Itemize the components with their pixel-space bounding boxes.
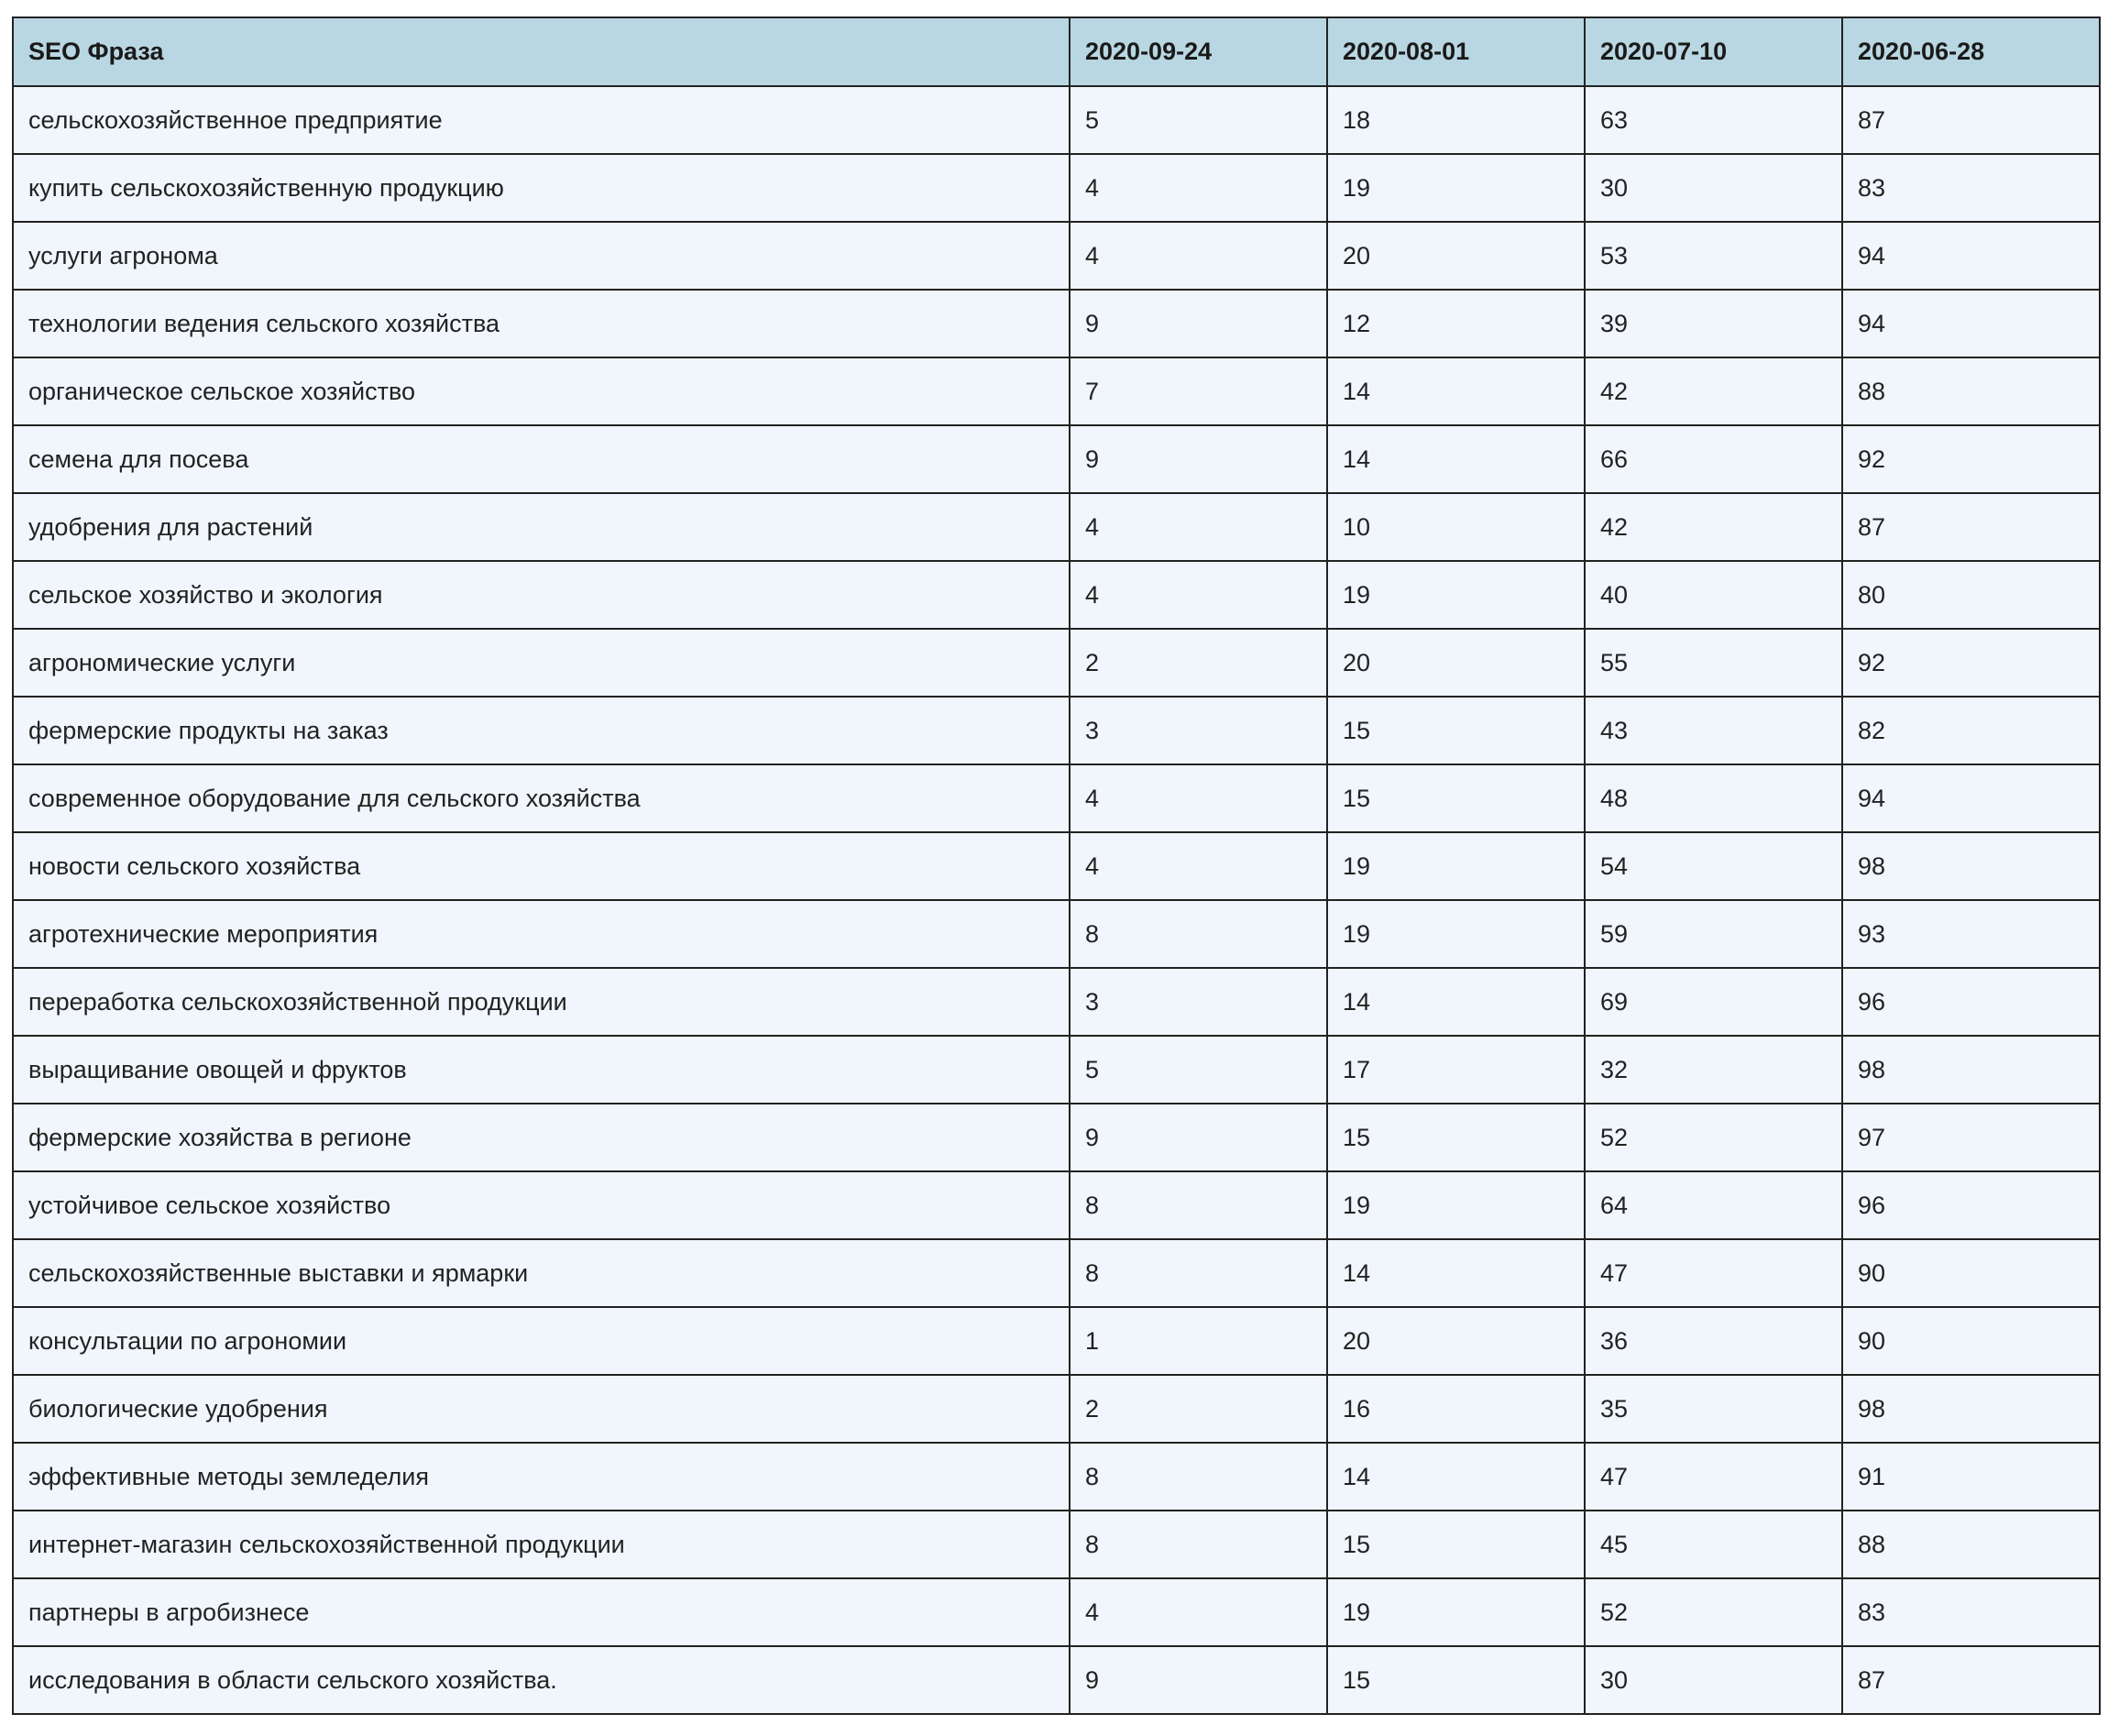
date-2-cell: 14	[1327, 1443, 1585, 1511]
date-3-cell: 52	[1585, 1578, 1842, 1646]
date-1-cell: 9	[1070, 290, 1327, 357]
phrase-cell: фермерские продукты на заказ	[13, 697, 1070, 764]
table-row	[13, 900, 2100, 968]
phrase-cell: сельскохозяйственные выставки и ярмарки	[13, 1239, 1070, 1307]
date-2-cell: 15	[1327, 697, 1585, 764]
date-3-cell: 66	[1585, 425, 1842, 493]
date-1-cell: 9	[1070, 1646, 1327, 1714]
date-2-cell: 15	[1327, 1646, 1585, 1714]
phrase-cell: услуги агронома	[13, 222, 1070, 290]
date-1-cell: 4	[1070, 1578, 1327, 1646]
date-1-cell: 1	[1070, 1307, 1327, 1375]
date-2-cell: 15	[1327, 764, 1585, 832]
table-row	[13, 357, 2100, 425]
date-1-cell: 4	[1070, 154, 1327, 222]
table-row	[13, 832, 2100, 900]
table-row	[13, 154, 2100, 222]
date-4-cell: 96	[1842, 968, 2100, 1036]
date-3-cell: 63	[1585, 86, 1842, 154]
date-1-cell: 9	[1070, 425, 1327, 493]
column-header-date-1[interactable]: 2020-09-24	[1070, 17, 1327, 86]
date-3-cell: 52	[1585, 1104, 1842, 1171]
date-1-cell: 8	[1070, 1171, 1327, 1239]
date-2-cell: 19	[1327, 154, 1585, 222]
date-4-cell: 90	[1842, 1239, 2100, 1307]
date-3-cell: 36	[1585, 1307, 1842, 1375]
date-3-cell: 64	[1585, 1171, 1842, 1239]
phrase-cell: выращивание овощей и фруктов	[13, 1036, 1070, 1104]
phrase-cell: сельскохозяйственное предприятие	[13, 86, 1070, 154]
table-row	[13, 425, 2100, 493]
date-3-cell: 39	[1585, 290, 1842, 357]
phrase-cell: биологические удобрения	[13, 1375, 1070, 1443]
date-4-cell: 82	[1842, 697, 2100, 764]
date-2-cell: 20	[1327, 1307, 1585, 1375]
seo-table-container	[12, 16, 2099, 1715]
date-2-cell: 19	[1327, 900, 1585, 968]
date-3-cell: 35	[1585, 1375, 1842, 1443]
date-4-cell: 83	[1842, 1578, 2100, 1646]
phrase-cell: агротехнические мероприятия	[13, 900, 1070, 968]
date-2-cell: 16	[1327, 1375, 1585, 1443]
date-1-cell: 4	[1070, 832, 1327, 900]
date-1-cell: 3	[1070, 697, 1327, 764]
table-row	[13, 86, 2100, 154]
date-4-cell: 96	[1842, 1171, 2100, 1239]
date-2-cell: 20	[1327, 629, 1585, 697]
date-2-cell: 19	[1327, 561, 1585, 629]
date-4-cell: 92	[1842, 629, 2100, 697]
table-header	[13, 17, 2100, 86]
phrase-cell: органическое сельское хозяйство	[13, 357, 1070, 425]
table-row	[13, 697, 2100, 764]
phrase-cell: консультации по агрономии	[13, 1307, 1070, 1375]
date-1-cell: 8	[1070, 1443, 1327, 1511]
date-4-cell: 88	[1842, 1511, 2100, 1578]
date-1-cell: 4	[1070, 222, 1327, 290]
column-header-phrase[interactable]: SEO Фраза	[13, 17, 1070, 86]
date-4-cell: 87	[1842, 1646, 2100, 1714]
date-2-cell: 14	[1327, 425, 1585, 493]
date-3-cell: 55	[1585, 629, 1842, 697]
date-2-cell: 20	[1327, 222, 1585, 290]
phrase-cell: переработка сельскохозяйственной продукции	[13, 968, 1070, 1036]
table-row	[13, 222, 2100, 290]
date-2-cell: 14	[1327, 357, 1585, 425]
date-3-cell: 54	[1585, 832, 1842, 900]
date-2-cell: 18	[1327, 86, 1585, 154]
date-1-cell: 7	[1070, 357, 1327, 425]
date-1-cell: 4	[1070, 493, 1327, 561]
phrase-cell: исследования в области сельского хозяйства.	[13, 1646, 1070, 1714]
date-4-cell: 91	[1842, 1443, 2100, 1511]
date-1-cell: 4	[1070, 764, 1327, 832]
date-4-cell: 93	[1842, 900, 2100, 968]
phrase-cell: новости сельского хозяйства	[13, 832, 1070, 900]
date-4-cell: 94	[1842, 290, 2100, 357]
date-3-cell: 43	[1585, 697, 1842, 764]
date-3-cell: 32	[1585, 1036, 1842, 1104]
date-2-cell: 15	[1327, 1104, 1585, 1171]
date-3-cell: 59	[1585, 900, 1842, 968]
date-1-cell: 8	[1070, 1239, 1327, 1307]
table-row	[13, 764, 2100, 832]
table-row	[13, 1239, 2100, 1307]
date-3-cell: 47	[1585, 1443, 1842, 1511]
table-row	[13, 1171, 2100, 1239]
date-2-cell: 12	[1327, 290, 1585, 357]
phrase-cell: партнеры в агробизнесе	[13, 1578, 1070, 1646]
date-4-cell: 90	[1842, 1307, 2100, 1375]
table-row	[13, 1511, 2100, 1578]
date-1-cell: 2	[1070, 629, 1327, 697]
table-row	[13, 968, 2100, 1036]
table-row	[13, 1443, 2100, 1511]
header-row	[13, 17, 2100, 86]
table-row	[13, 1375, 2100, 1443]
table-row	[13, 1036, 2100, 1104]
date-1-cell: 9	[1070, 1104, 1327, 1171]
date-2-cell: 19	[1327, 1171, 1585, 1239]
table-row	[13, 493, 2100, 561]
date-3-cell: 45	[1585, 1511, 1842, 1578]
date-1-cell: 5	[1070, 1036, 1327, 1104]
date-2-cell: 17	[1327, 1036, 1585, 1104]
date-4-cell: 87	[1842, 86, 2100, 154]
date-2-cell: 15	[1327, 1511, 1585, 1578]
date-4-cell: 98	[1842, 832, 2100, 900]
phrase-cell: интернет-магазин сельскохозяйственной продукции	[13, 1511, 1070, 1578]
date-1-cell: 8	[1070, 900, 1327, 968]
date-4-cell: 80	[1842, 561, 2100, 629]
table-row	[13, 1104, 2100, 1171]
date-3-cell: 42	[1585, 357, 1842, 425]
phrase-cell: купить сельскохозяйственную продукцию	[13, 154, 1070, 222]
date-4-cell: 94	[1842, 222, 2100, 290]
date-4-cell: 87	[1842, 493, 2100, 561]
column-header-date-2[interactable]: 2020-08-01	[1327, 17, 1585, 86]
date-1-cell: 5	[1070, 86, 1327, 154]
phrase-cell: технологии ведения сельского хозяйства	[13, 290, 1070, 357]
date-4-cell: 83	[1842, 154, 2100, 222]
date-4-cell: 98	[1842, 1375, 2100, 1443]
phrase-cell: сельское хозяйство и экология	[13, 561, 1070, 629]
date-1-cell: 2	[1070, 1375, 1327, 1443]
phrase-cell: устойчивое сельское хозяйство	[13, 1171, 1070, 1239]
date-4-cell: 92	[1842, 425, 2100, 493]
date-2-cell: 14	[1327, 968, 1585, 1036]
table-row	[13, 290, 2100, 357]
phrase-cell: эффективные методы земледелия	[13, 1443, 1070, 1511]
phrase-cell: семена для посева	[13, 425, 1070, 493]
table-row	[13, 1307, 2100, 1375]
phrase-cell: удобрения для растений	[13, 493, 1070, 561]
date-3-cell: 30	[1585, 154, 1842, 222]
date-1-cell: 4	[1070, 561, 1327, 629]
date-1-cell: 3	[1070, 968, 1327, 1036]
date-2-cell: 14	[1327, 1239, 1585, 1307]
date-2-cell: 19	[1327, 832, 1585, 900]
date-3-cell: 47	[1585, 1239, 1842, 1307]
date-4-cell: 98	[1842, 1036, 2100, 1104]
date-3-cell: 69	[1585, 968, 1842, 1036]
date-2-cell: 10	[1327, 493, 1585, 561]
table-row	[13, 1646, 2100, 1714]
table-row	[13, 629, 2100, 697]
phrase-cell: фермерские хозяйства в регионе	[13, 1104, 1070, 1171]
table-row	[13, 561, 2100, 629]
date-1-cell: 8	[1070, 1511, 1327, 1578]
phrase-cell: современное оборудование для сельского хозяйства	[13, 764, 1070, 832]
table-row	[13, 1578, 2100, 1646]
column-header-date-4[interactable]: 2020-06-28	[1842, 17, 2100, 86]
table-body	[13, 86, 2100, 1714]
date-3-cell: 30	[1585, 1646, 1842, 1714]
date-3-cell: 40	[1585, 561, 1842, 629]
date-3-cell: 48	[1585, 764, 1842, 832]
date-4-cell: 88	[1842, 357, 2100, 425]
date-3-cell: 42	[1585, 493, 1842, 561]
column-header-date-3[interactable]: 2020-07-10	[1585, 17, 1842, 86]
date-2-cell: 19	[1327, 1578, 1585, 1646]
date-4-cell: 94	[1842, 764, 2100, 832]
seo-phrases-table	[12, 16, 2101, 1715]
date-3-cell: 53	[1585, 222, 1842, 290]
date-4-cell: 97	[1842, 1104, 2100, 1171]
phrase-cell: агрономические услуги	[13, 629, 1070, 697]
